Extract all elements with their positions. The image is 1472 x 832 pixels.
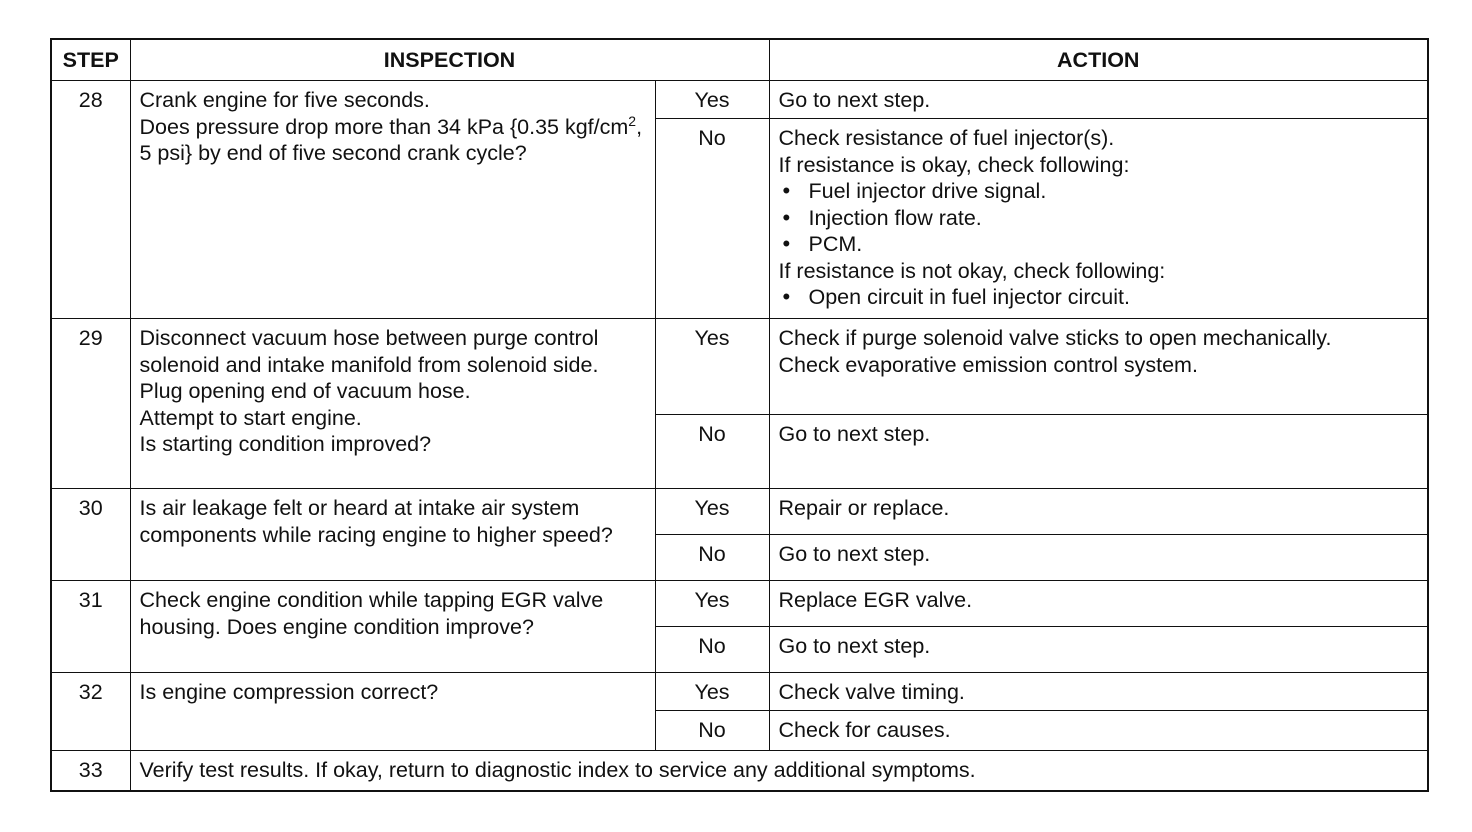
inspection-text: Does pressure drop more than 34 kPa {0.35 kgf/cm [139,114,629,139]
step-number: 30 [51,489,130,581]
table-row [51,581,1428,627]
inspection-line [140,114,646,167]
bullet-item: • PCM. [779,231,1419,258]
action-line: If resistance is not okay, check following: [778,258,1166,283]
answer-no: No [655,711,769,751]
inspection-cell [130,319,655,489]
table-row [51,751,1428,791]
inspection-line: Is starting condition improved? [139,432,432,456]
answer-no: No [655,627,769,673]
inspection-cell: Is air leakage felt or heard at intake air system components while racing engine to higher speed? [130,489,655,581]
answer-no: No [655,119,769,319]
inspection-line: Disconnect vacuum hose between purge control solenoid and intake manifold from solenoid side. Plug opening end of vacuum hose. [139,326,599,403]
action-cell: Go to next step. [769,535,1428,581]
action-cell [769,119,1428,319]
action-cell: Replace EGR valve. [769,581,1428,627]
bullet-item: • Open circuit in fuel injector circuit. [779,284,1419,311]
inspection-cell: Check engine condition while tapping EGR valve housing. Does engine condition improve? [130,581,655,673]
bullet-item: • Fuel injector drive signal. [779,178,1419,205]
header-step: STEP [51,39,130,81]
answer-yes: Yes [655,673,769,711]
answer-yes: Yes [655,489,769,535]
inspection-line: Attempt to start engine. [139,405,362,430]
action-line: Check evaporative emission control system. [778,352,1198,377]
action-cell [769,319,1428,415]
table-row [51,489,1428,535]
answer-yes: Yes [655,319,769,415]
answer-yes: Yes [655,581,769,627]
action-line: If resistance is okay, check following: [778,152,1130,177]
table-row [51,319,1428,415]
header-action: ACTION [769,39,1428,81]
answer-yes: Yes [655,81,769,119]
action-line: Check resistance of fuel injector(s). [778,126,1115,150]
action-cell: Repair or replace. [769,489,1428,535]
inspection-text: , 5 psi} by end of five second crank cycle? [139,114,643,165]
table-row [51,81,1428,119]
action-cell: Check for causes. [769,711,1428,751]
action-cell: Go to next step. [769,627,1428,673]
action-cell: Go to next step. [769,81,1428,119]
action-cell: Go to next step. [769,415,1428,489]
answer-no: No [655,415,769,489]
inspection-cell [130,81,655,319]
header-inspection: INSPECTION [130,39,769,81]
header-row [51,39,1428,81]
step-number: 32 [51,673,130,751]
action-cell: Check valve timing. [769,673,1428,711]
diagnostic-table [50,38,1429,792]
step-number: 31 [51,581,130,673]
action-line: Check if purge solenoid valve sticks to open mechanically. [778,326,1332,350]
step-number: 28 [51,81,130,319]
step-number: 29 [51,319,130,489]
inspection-cell: Is engine compression correct? [130,673,655,751]
bullet-item: • Injection flow rate. [779,205,1419,232]
inspection-line: Crank engine for five seconds. [139,88,430,112]
table-row [51,673,1428,711]
superscript: 2 [628,112,637,129]
step-number: 33 [51,751,130,791]
inspection-cell: Verify test results. If okay, return to diagnostic index to service any additional symptoms. [130,751,1428,791]
answer-no: No [655,535,769,581]
